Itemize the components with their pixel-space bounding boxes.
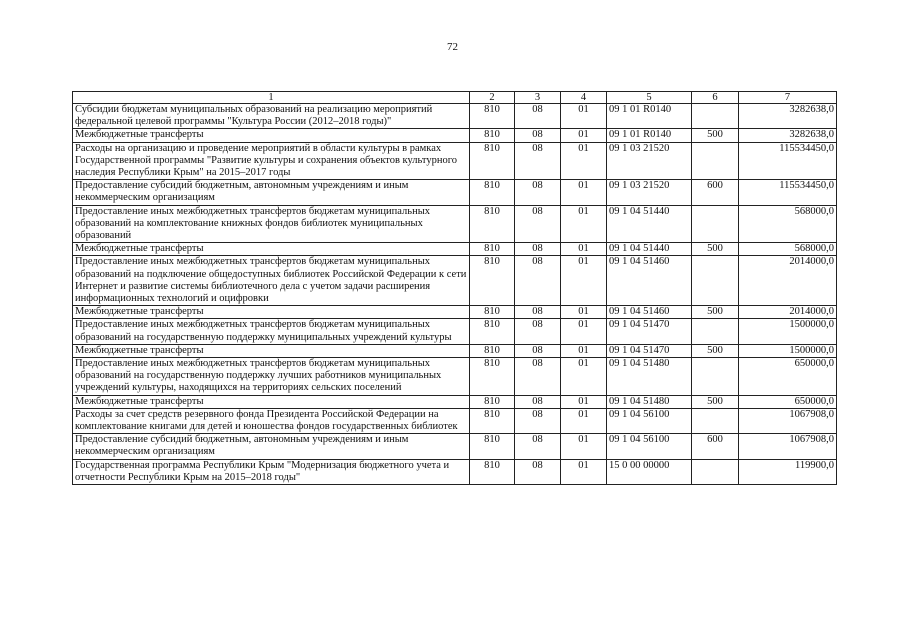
row-section-cell: 08 [515,142,561,180]
row-grbs-cell: 810 [470,256,515,306]
row-name-cell: Предоставление иных межбюджетных трансфертов бюджетам муниципальных образований на подключение общедоступных библиотек Российской Федерации к сети Интернет и развитие системы библиотечного дела с учетом задачи расширения информационных технологий и оцифровки [73,256,470,306]
table-row [73,459,837,484]
row-target-article-cell: 09 1 04 51440 [607,205,692,243]
row-amount-cell: 3282638,0 [739,104,837,129]
row-grbs-cell: 810 [470,344,515,357]
row-subsection-cell: 01 [561,256,607,306]
row-section-cell: 08 [515,459,561,484]
row-expense-type-cell [692,358,739,396]
row-section-cell: 08 [515,319,561,344]
row-grbs-cell: 810 [470,243,515,256]
row-grbs-cell: 810 [470,434,515,459]
row-name-cell: Предоставление иных межбюджетных трансфертов бюджетам муниципальных образований на государственную поддержку лучших работников муниципальных учреждений культуры, находящихся на территориях сельских поселений [73,358,470,396]
row-name-cell: Предоставление субсидий бюджетным, автономным учреждениям и иным некоммерческим организациям [73,434,470,459]
table-row [73,319,837,344]
row-subsection-cell: 01 [561,205,607,243]
row-grbs-cell: 810 [470,180,515,205]
row-expense-type-cell [692,256,739,306]
row-expense-type-cell [692,408,739,433]
table-row [73,434,837,459]
row-amount-cell: 115534450,0 [739,142,837,180]
row-subsection-cell: 01 [561,319,607,344]
row-section-cell: 08 [515,104,561,129]
budget-table [72,91,837,485]
row-expense-type-cell: 600 [692,180,739,205]
table-row [73,344,837,357]
row-target-article-cell: 09 1 01 R0140 [607,129,692,142]
row-amount-cell: 1067908,0 [739,408,837,433]
row-grbs-cell: 810 [470,142,515,180]
header-cell-2: 2 [470,92,515,104]
row-expense-type-cell: 500 [692,306,739,319]
row-grbs-cell: 810 [470,129,515,142]
row-grbs-cell: 810 [470,319,515,344]
row-subsection-cell: 01 [561,434,607,459]
row-target-article-cell: 09 1 04 56100 [607,408,692,433]
row-expense-type-cell: 500 [692,395,739,408]
row-name-cell: Субсидии бюджетам муниципальных образований на реализацию мероприятий федеральной целевой программы "Культура России (2012–2018 годы)" [73,104,470,129]
table-body [73,92,837,485]
row-grbs-cell: 810 [470,205,515,243]
row-section-cell: 08 [515,434,561,459]
row-expense-type-cell [692,142,739,180]
table-row [73,180,837,205]
table-row [73,358,837,396]
header-cell-7: 7 [739,92,837,104]
table-row [73,306,837,319]
row-expense-type-cell [692,205,739,243]
row-subsection-cell: 01 [561,243,607,256]
row-subsection-cell: 01 [561,104,607,129]
table-row [73,205,837,243]
row-name-cell: Межбюджетные трансферты [73,306,470,319]
page-number: 72 [447,41,458,53]
row-amount-cell: 1500000,0 [739,319,837,344]
header-cell-3: 3 [515,92,561,104]
row-expense-type-cell: 500 [692,344,739,357]
row-target-article-cell: 09 1 04 51470 [607,344,692,357]
header-cell-4: 4 [561,92,607,104]
row-section-cell: 08 [515,358,561,396]
row-target-article-cell: 09 1 03 21520 [607,142,692,180]
row-section-cell: 08 [515,180,561,205]
table-row [73,408,837,433]
row-subsection-cell: 01 [561,358,607,396]
row-expense-type-cell [692,459,739,484]
header-row [73,92,837,104]
table-row [73,129,837,142]
row-section-cell: 08 [515,205,561,243]
header-cell-1: 1 [73,92,470,104]
table-row [73,243,837,256]
header-cell-5: 5 [607,92,692,104]
row-name-cell: Предоставление субсидий бюджетным, автономным учреждениям и иным некоммерческим организациям [73,180,470,205]
row-grbs-cell: 810 [470,358,515,396]
row-amount-cell: 3282638,0 [739,129,837,142]
row-grbs-cell: 810 [470,408,515,433]
header-cell-6: 6 [692,92,739,104]
row-amount-cell: 568000,0 [739,205,837,243]
row-subsection-cell: 01 [561,129,607,142]
row-section-cell: 08 [515,243,561,256]
row-expense-type-cell: 600 [692,434,739,459]
row-expense-type-cell [692,104,739,129]
row-name-cell: Межбюджетные трансферты [73,129,470,142]
row-target-article-cell: 09 1 04 51440 [607,243,692,256]
row-amount-cell: 119900,0 [739,459,837,484]
row-target-article-cell: 09 1 04 51480 [607,395,692,408]
row-target-article-cell: 09 1 04 51470 [607,319,692,344]
row-amount-cell: 1067908,0 [739,434,837,459]
row-grbs-cell: 810 [470,395,515,408]
row-name-cell: Межбюджетные трансферты [73,344,470,357]
table-row [73,104,837,129]
row-expense-type-cell: 500 [692,243,739,256]
row-grbs-cell: 810 [470,306,515,319]
row-target-article-cell: 09 1 04 51480 [607,358,692,396]
row-subsection-cell: 01 [561,306,607,319]
row-name-cell: Расходы за счет средств резервного фонда Президента Российской Федерации на комплектование книгами для детей и юношества фондов государственных библиотек [73,408,470,433]
row-target-article-cell: 09 1 04 51460 [607,306,692,319]
row-target-article-cell: 09 1 04 51460 [607,256,692,306]
row-section-cell: 08 [515,256,561,306]
row-section-cell: 08 [515,395,561,408]
row-amount-cell: 650000,0 [739,358,837,396]
table-row [73,395,837,408]
row-subsection-cell: 01 [561,180,607,205]
row-name-cell: Предоставление иных межбюджетных трансфертов бюджетам муниципальных образований на комплектование книжных фондов библиотек муниципальных образований [73,205,470,243]
row-subsection-cell: 01 [561,142,607,180]
row-amount-cell: 568000,0 [739,243,837,256]
row-amount-cell: 2014000,0 [739,256,837,306]
row-subsection-cell: 01 [561,408,607,433]
row-expense-type-cell [692,319,739,344]
row-amount-cell: 1500000,0 [739,344,837,357]
row-grbs-cell: 810 [470,104,515,129]
row-amount-cell: 650000,0 [739,395,837,408]
row-target-article-cell: 09 1 01 R0140 [607,104,692,129]
table-row [73,256,837,306]
row-section-cell: 08 [515,408,561,433]
row-name-cell: Расходы на организацию и проведение мероприятий в области культуры в рамках Государственной программы "Развитие культуры и сохранения объектов культурного наследия Республики Крым" на 2015–2017 годы [73,142,470,180]
row-section-cell: 08 [515,129,561,142]
row-subsection-cell: 01 [561,395,607,408]
row-expense-type-cell: 500 [692,129,739,142]
row-name-cell: Государственная программа Республики Крым "Модернизация бюджетного учета и отчетности Республики Крым на 2015–2018 годы" [73,459,470,484]
row-target-article-cell: 09 1 03 21520 [607,180,692,205]
row-name-cell: Межбюджетные трансферты [73,395,470,408]
row-section-cell: 08 [515,344,561,357]
table-row [73,142,837,180]
row-target-article-cell: 15 0 00 00000 [607,459,692,484]
row-amount-cell: 2014000,0 [739,306,837,319]
row-subsection-cell: 01 [561,344,607,357]
row-grbs-cell: 810 [470,459,515,484]
row-name-cell: Межбюджетные трансферты [73,243,470,256]
row-name-cell: Предоставление иных межбюджетных трансфертов бюджетам муниципальных образований на государственную поддержку муниципальных учреждений культуры [73,319,470,344]
row-target-article-cell: 09 1 04 56100 [607,434,692,459]
row-amount-cell: 115534450,0 [739,180,837,205]
row-section-cell: 08 [515,306,561,319]
row-subsection-cell: 01 [561,459,607,484]
